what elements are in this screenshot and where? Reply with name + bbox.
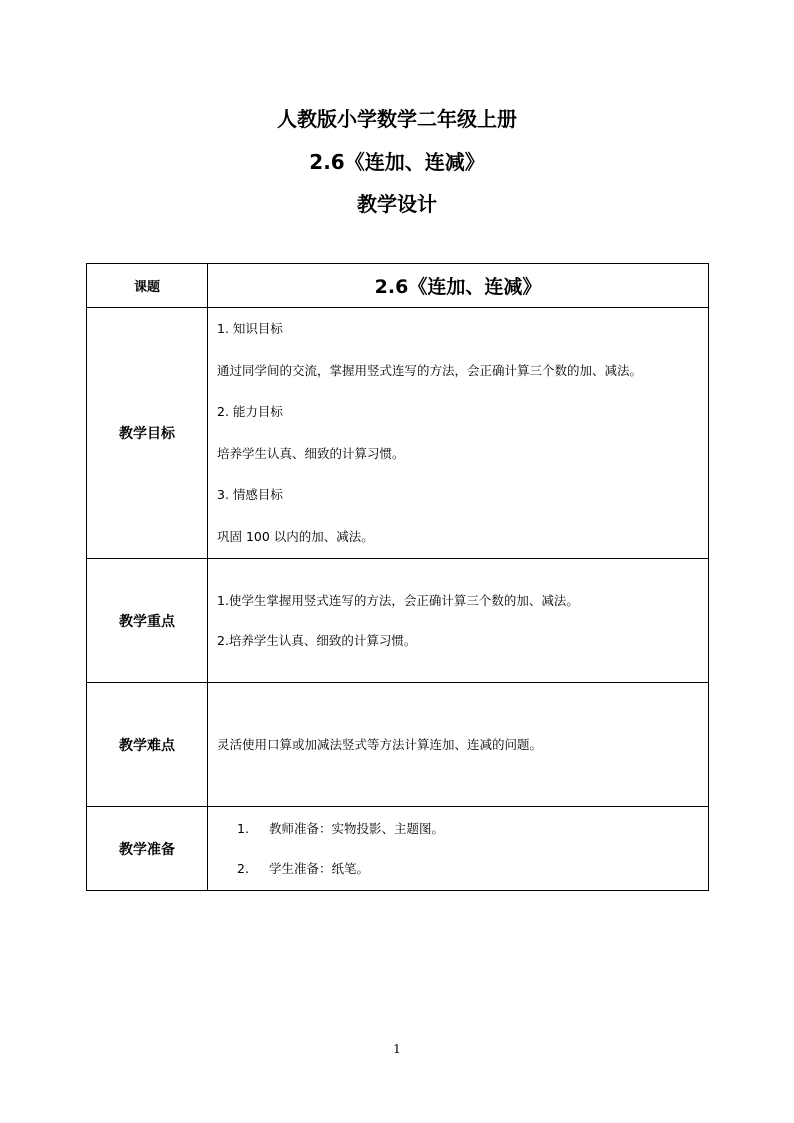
goal-line: 3. 情感目标: [217, 487, 283, 503]
goal-line: 通过同学间的交流，掌握用竖式连写的方法，会正确计算三个数的加、减法。: [217, 362, 643, 378]
goals-label: 教学目标: [87, 308, 208, 559]
lesson-plan-table: [86, 263, 709, 891]
goal-line: 1. 知识目标: [217, 321, 283, 337]
difficulty-text: 灵活使用口算或加减法竖式等方法计算连加、连减的问题。: [217, 736, 543, 752]
prep-item-text: 学生准备：纸笔。: [269, 860, 370, 876]
difficulty-label: 教学难点: [87, 683, 208, 807]
document-title: 人教版小学数学二年级上册: [277, 107, 517, 131]
prep-item-text: 教师准备：实物投影、主题图。: [269, 820, 445, 836]
goal-line: 培养学生认真、细致的计算习惯。: [217, 445, 405, 461]
prep-item: [217, 809, 700, 849]
prep-item-number: 2.: [237, 860, 249, 876]
table-row-key-points: [87, 559, 709, 683]
key-point-line: 2.培养学生认真、细致的计算习惯。: [217, 632, 417, 648]
difficulty-cell: [208, 683, 709, 807]
table-row-topic: [87, 264, 709, 308]
goal-line: 巩固 100 以内的加、减法。: [217, 528, 374, 544]
table-row-preparation: [87, 807, 709, 891]
preparation-cell: [208, 807, 709, 891]
table-row-goals: [87, 308, 709, 559]
key-point-line: 1.使学生掌握用竖式连写的方法，会正确计算三个数的加、减法。: [217, 592, 579, 608]
page-number: 1: [393, 1042, 401, 1056]
key-points-label: 教学重点: [87, 559, 208, 683]
document-type: 教学设计: [357, 192, 437, 216]
lesson-subtitle: 2.6《连加、连减》: [309, 150, 485, 174]
key-points-cell: [208, 559, 709, 683]
goal-line: 2. 能力目标: [217, 404, 283, 420]
prep-item-number: 1.: [237, 820, 249, 836]
table-row-difficulty: [87, 683, 709, 807]
preparation-label: 教学准备: [87, 807, 208, 891]
topic-label: 课题: [87, 264, 208, 308]
goals-cell: [208, 308, 709, 559]
topic-value: 2.6《连加、连减》: [208, 264, 709, 308]
prep-item: [217, 849, 700, 889]
